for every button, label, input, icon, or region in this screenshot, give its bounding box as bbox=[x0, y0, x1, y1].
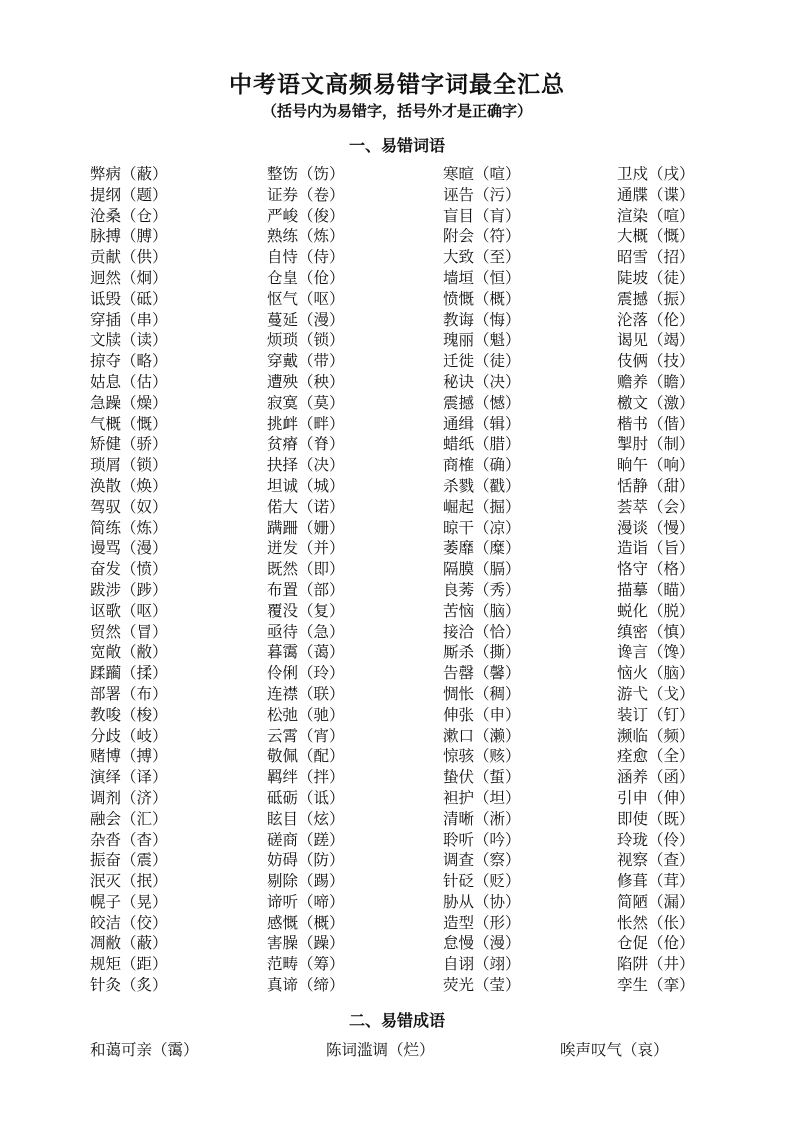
word-row bbox=[90, 809, 710, 830]
word-entry: 蹒跚（姗） bbox=[267, 518, 345, 537]
word-entry: 害臊（躁） bbox=[267, 934, 345, 953]
word-entry: 墙垣（恒） bbox=[443, 268, 521, 287]
word-entry: 驾驭（奴） bbox=[90, 497, 168, 516]
word-row bbox=[90, 434, 710, 455]
word-entry: 玲珑（伶） bbox=[617, 830, 695, 849]
word-entry: 演绎（译） bbox=[90, 768, 168, 787]
word-entry: 惆怅（稠） bbox=[443, 684, 521, 703]
word-entry: 松弛（驰） bbox=[267, 705, 345, 724]
word-entry: 寒暄（喧） bbox=[443, 165, 521, 183]
word-entry: 装订（钉） bbox=[617, 705, 695, 724]
word-entry: 矫健（骄） bbox=[90, 435, 168, 454]
word-entry: 通牒（谍） bbox=[617, 185, 695, 204]
word-entry: 引申（伸） bbox=[617, 788, 695, 807]
word-entry: 瑰丽（魁） bbox=[443, 331, 521, 350]
word-entry: 蜡纸（腊） bbox=[443, 435, 521, 454]
word-entry: 怄气（呕） bbox=[267, 289, 345, 308]
word-entry: 聆听（吟） bbox=[443, 830, 521, 849]
word-entry: 惊骇（赅） bbox=[443, 747, 521, 766]
word-entry: 伸张（申） bbox=[443, 705, 521, 724]
word-entry: 熟练（炼） bbox=[267, 227, 345, 246]
word-row bbox=[90, 538, 710, 559]
word-entry: 穿插（串） bbox=[90, 310, 168, 329]
word-row bbox=[90, 580, 710, 601]
word-entry: 奋发（愤） bbox=[90, 560, 168, 579]
word-entry: 造型（形） bbox=[443, 913, 521, 932]
word-row bbox=[90, 372, 710, 393]
word-row bbox=[90, 268, 710, 289]
word-entry: 贸然（冒） bbox=[90, 622, 168, 641]
word-entry: 恬静（甜） bbox=[617, 476, 695, 495]
word-entry: 漫谈（慢） bbox=[617, 518, 695, 537]
word-row bbox=[90, 226, 710, 247]
word-entry: 通缉（辑） bbox=[443, 414, 521, 433]
word-entry: 真谛（缔） bbox=[267, 976, 345, 995]
word-entry: 妨碍（防） bbox=[267, 851, 345, 870]
word-entry: 大致（至） bbox=[443, 248, 521, 267]
word-entry: 谩骂（漫） bbox=[90, 539, 168, 558]
word-entry: 怅然（伥） bbox=[617, 913, 695, 932]
word-entry: 挑衅（畔） bbox=[267, 414, 345, 433]
word-row bbox=[90, 684, 710, 705]
word-entry: 坦诚（城） bbox=[267, 476, 345, 495]
word-row bbox=[90, 788, 710, 809]
word-row bbox=[90, 164, 710, 185]
word-row bbox=[90, 247, 710, 268]
word-entry: 沦落（伦） bbox=[617, 310, 695, 329]
word-entry: 诬告（污） bbox=[443, 185, 521, 204]
word-entry: 仓促（伧） bbox=[617, 934, 695, 953]
word-entry: 震撼（憾） bbox=[443, 393, 521, 412]
word-entry: 调查（察） bbox=[443, 851, 521, 870]
word-row bbox=[90, 767, 710, 788]
word-entry: 宽敞（敝） bbox=[90, 643, 168, 662]
word-entry: 杂沓（杳） bbox=[90, 830, 168, 849]
word-entry: 遭殃（秧） bbox=[267, 372, 345, 391]
word-row bbox=[90, 642, 710, 663]
word-entry: 严峻（俊） bbox=[267, 206, 345, 225]
word-entry: 厮杀（撕） bbox=[443, 643, 521, 662]
word-entry: 讴歌（呕） bbox=[90, 601, 168, 620]
word-entry: 陷阱（井） bbox=[617, 955, 695, 974]
word-entry: 亟待（急） bbox=[267, 622, 345, 641]
word-entry: 渲染（喧） bbox=[617, 206, 695, 225]
word-entry: 沧桑（仓） bbox=[90, 206, 168, 225]
word-entry: 痊愈（全） bbox=[617, 747, 695, 766]
word-entry: 简练（炼） bbox=[90, 518, 168, 537]
word-entry: 证券（卷） bbox=[267, 185, 345, 204]
word-row bbox=[90, 933, 710, 954]
word-entry: 教诲（悔） bbox=[443, 310, 521, 329]
word-entry: 良莠（秀） bbox=[443, 580, 521, 599]
word-entry: 袒护（坦） bbox=[443, 788, 521, 807]
word-row bbox=[90, 518, 710, 539]
word-entry: 告罄（馨） bbox=[443, 664, 521, 683]
word-entry: 檄文（激） bbox=[617, 393, 695, 412]
word-row bbox=[90, 393, 710, 414]
word-row bbox=[90, 330, 710, 351]
word-entry: 既然（即） bbox=[267, 560, 345, 579]
word-row bbox=[90, 476, 710, 497]
word-entry: 漱口（濑） bbox=[443, 726, 521, 745]
word-entry: 调剂（济） bbox=[90, 788, 168, 807]
word-row bbox=[90, 850, 710, 871]
word-entry: 描摹（瞄） bbox=[617, 580, 695, 599]
word-entry: 楷书（偕） bbox=[617, 414, 695, 433]
word-entry: 寂寞（莫） bbox=[267, 393, 345, 412]
word-entry: 整饬（饬） bbox=[267, 165, 345, 183]
word-entry: 恼火（脑） bbox=[617, 664, 695, 683]
word-entry: 昭雪（招） bbox=[617, 248, 695, 267]
word-entry: 磋商（蹉） bbox=[267, 830, 345, 849]
word-row bbox=[90, 871, 710, 892]
word-row bbox=[90, 289, 710, 310]
word-entry: 提纲（题） bbox=[90, 185, 168, 204]
word-entry: 愤慨（概） bbox=[443, 289, 521, 308]
word-entry: 诋毁（砥） bbox=[90, 289, 168, 308]
word-row bbox=[90, 206, 710, 227]
word-entry: 缜密（慎） bbox=[617, 622, 695, 641]
word-entry: 震撼（振） bbox=[617, 289, 695, 308]
word-entry: 文牍（读） bbox=[90, 331, 168, 350]
word-entry: 自恃（侍） bbox=[267, 248, 345, 267]
word-entry: 谗言（馋） bbox=[617, 643, 695, 662]
word-entry: 蔓延（漫） bbox=[267, 310, 345, 329]
word-entry: 剔除（踢） bbox=[267, 872, 345, 891]
word-entry: 蛰伏（蜇） bbox=[443, 768, 521, 787]
word-entry: 杀戮（戳） bbox=[443, 476, 521, 495]
page-subtitle: （括号内为易错字，括号外才是正确字） bbox=[261, 102, 532, 120]
word-entry: 秘诀（决） bbox=[443, 372, 521, 391]
word-entry: 蹂躏（揉） bbox=[90, 664, 168, 683]
word-entry: 部署（布） bbox=[90, 684, 168, 703]
word-entry: 覆没（复） bbox=[267, 601, 345, 620]
word-row bbox=[90, 559, 710, 580]
word-entry: 游弋（戈） bbox=[617, 684, 695, 703]
word-entry: 贫瘠（脊） bbox=[267, 435, 345, 454]
word-entry: 荧光（莹） bbox=[443, 976, 521, 995]
word-entry: 仓皇（伧） bbox=[267, 268, 345, 287]
word-entry: 赡养（瞻） bbox=[617, 372, 695, 391]
word-entry: 融会（汇） bbox=[90, 809, 168, 828]
word-entry: 荟萃（会） bbox=[617, 497, 695, 516]
idiom-item: 唉声叹气（哀） bbox=[560, 1041, 669, 1059]
word-entry: 视察（查） bbox=[617, 851, 695, 870]
word-entry: 云霄（宵） bbox=[267, 726, 345, 745]
word-row bbox=[90, 746, 710, 767]
word-entry: 造诣（旨） bbox=[617, 539, 695, 558]
idiom-item: 和蔼可亲（霭） bbox=[90, 1041, 199, 1059]
word-entry: 幌子（晃） bbox=[90, 892, 168, 911]
word-entry: 接洽（恰） bbox=[443, 622, 521, 641]
word-entry: 姑息（估） bbox=[90, 372, 168, 391]
word-entry: 恪守（格） bbox=[617, 560, 695, 579]
word-entry: 迁徙（徒） bbox=[443, 352, 521, 371]
word-entry: 隔膜（膈） bbox=[443, 560, 521, 579]
word-entry: 教唆（梭） bbox=[90, 705, 168, 724]
word-entry: 暮霭（蔼） bbox=[267, 643, 345, 662]
word-entry: 伶俐（玲） bbox=[267, 664, 345, 683]
word-row bbox=[90, 726, 710, 747]
word-entry: 谛听（啼） bbox=[267, 892, 345, 911]
word-entry: 修葺（茸） bbox=[617, 872, 695, 891]
word-entry: 针灸（炙） bbox=[90, 976, 168, 995]
word-entry: 感慨（概） bbox=[267, 913, 345, 932]
word-entry: 清晰（淅） bbox=[443, 809, 521, 828]
word-entry: 砥砺（诋） bbox=[267, 788, 345, 807]
word-entry: 萎靡（糜） bbox=[443, 539, 521, 558]
word-entry: 崛起（掘） bbox=[443, 497, 521, 516]
word-grid bbox=[90, 164, 710, 996]
word-entry: 怠慢（漫） bbox=[443, 934, 521, 953]
word-entry: 晌午（响） bbox=[617, 456, 695, 475]
word-entry: 分歧（岐） bbox=[90, 726, 168, 745]
word-entry: 羁绊（拌） bbox=[267, 768, 345, 787]
word-entry: 附会（符） bbox=[443, 227, 521, 246]
word-entry: 振奋（震） bbox=[90, 851, 168, 870]
word-entry: 布置（部） bbox=[267, 580, 345, 599]
word-entry: 自诩（翊） bbox=[443, 955, 521, 974]
word-entry: 贡献（供） bbox=[90, 248, 168, 267]
word-row bbox=[90, 892, 710, 913]
word-entry: 琐屑（锁） bbox=[90, 456, 168, 475]
word-row bbox=[90, 954, 710, 975]
word-entry: 掠夺（略） bbox=[90, 352, 168, 371]
idiom-item: 陈词滥调（烂） bbox=[326, 1041, 435, 1059]
word-entry: 规矩（距） bbox=[90, 955, 168, 974]
word-entry: 濒临（频） bbox=[617, 726, 695, 745]
word-entry: 涵养（函） bbox=[617, 768, 695, 787]
word-row bbox=[90, 497, 710, 518]
word-entry: 眩目（炫） bbox=[267, 809, 345, 828]
word-entry: 范畴（筹） bbox=[267, 955, 345, 974]
word-entry: 敬佩（配） bbox=[267, 747, 345, 766]
word-row bbox=[90, 185, 710, 206]
word-entry: 跋涉（踄） bbox=[90, 580, 168, 599]
word-entry: 连襟（联） bbox=[267, 684, 345, 703]
word-entry: 伎俩（技） bbox=[617, 352, 695, 371]
word-entry: 蜕化（脱） bbox=[617, 601, 695, 620]
section-heading-idioms: 二、易错成语 bbox=[348, 1011, 445, 1030]
word-entry: 简陋（漏） bbox=[617, 892, 695, 911]
word-entry: 胁从（协） bbox=[443, 892, 521, 911]
word-row bbox=[90, 310, 710, 331]
section-heading-words: 一、易错词语 bbox=[348, 136, 445, 155]
word-entry: 烦琐（锁） bbox=[267, 331, 345, 350]
word-entry: 迸发（并） bbox=[267, 539, 345, 558]
word-row bbox=[90, 351, 710, 372]
word-entry: 针砭（贬） bbox=[443, 872, 521, 891]
word-row bbox=[90, 455, 710, 476]
word-entry: 抉择（决） bbox=[267, 456, 345, 475]
word-entry: 涣散（焕） bbox=[90, 476, 168, 495]
word-entry: 穿戴（带） bbox=[267, 352, 345, 371]
word-entry: 赌博（搏） bbox=[90, 747, 168, 766]
word-entry: 皎洁（佼） bbox=[90, 913, 168, 932]
word-entry: 脉搏（膊） bbox=[90, 227, 168, 246]
word-entry: 谒见（竭） bbox=[617, 331, 695, 350]
page-title: 中考语文高频易错字词最全汇总 bbox=[229, 72, 565, 98]
word-entry: 卫戍（戌） bbox=[617, 165, 695, 183]
word-row bbox=[90, 663, 710, 684]
word-entry: 凋敝（蔽） bbox=[90, 934, 168, 953]
idiom-row bbox=[90, 1038, 710, 1060]
word-row bbox=[90, 601, 710, 622]
word-row bbox=[90, 414, 710, 435]
word-entry: 孪生（挛） bbox=[617, 976, 695, 995]
word-entry: 苦恼（脑） bbox=[443, 601, 521, 620]
word-row bbox=[90, 975, 710, 996]
word-row bbox=[90, 830, 710, 851]
word-entry: 晾干（凉） bbox=[443, 518, 521, 537]
word-entry: 即使（既） bbox=[617, 809, 695, 828]
word-entry: 商榷（确） bbox=[443, 456, 521, 475]
word-entry: 泯灭（抿） bbox=[90, 872, 168, 891]
word-row bbox=[90, 913, 710, 934]
word-entry: 掣肘（制） bbox=[617, 435, 695, 454]
word-entry: 气概（慨） bbox=[90, 414, 168, 433]
word-entry: 迥然（炯） bbox=[90, 268, 168, 287]
word-row bbox=[90, 622, 710, 643]
word-entry: 偌大（诺） bbox=[267, 497, 345, 516]
word-entry: 弊病（蔽） bbox=[90, 165, 168, 183]
word-entry: 盲目（肓） bbox=[443, 206, 521, 225]
word-entry: 大概（慨） bbox=[617, 227, 695, 246]
word-row bbox=[90, 705, 710, 726]
word-entry: 陡坡（徒） bbox=[617, 268, 695, 287]
word-entry: 急躁（燥） bbox=[90, 393, 168, 412]
